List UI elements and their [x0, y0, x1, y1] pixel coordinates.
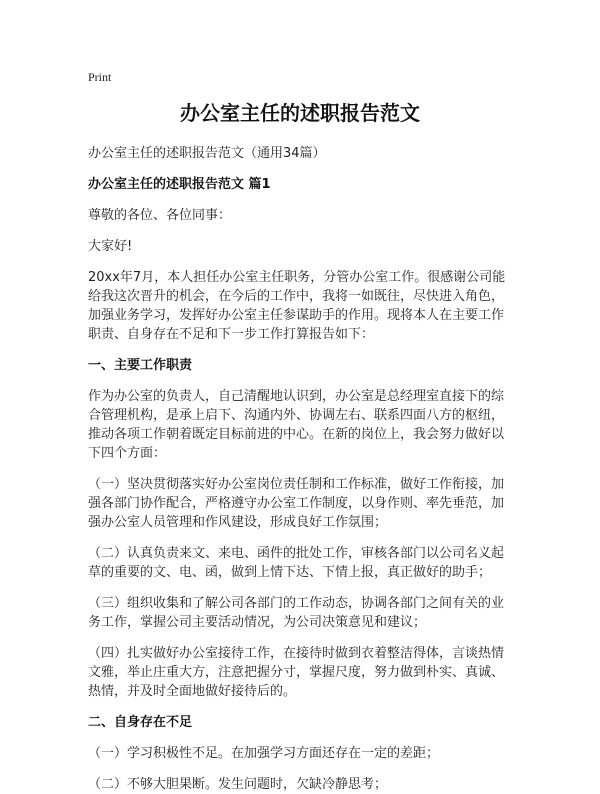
heading-main-duties: 一、主要工作职责 — [88, 358, 193, 373]
heading-shortcomings: 二、自身存在不足 — [88, 715, 193, 730]
document-subtitle: 办公室主任的述职报告范文（通用34篇） — [88, 146, 326, 161]
paragraph-duties-overview: 作为办公室的负责人，自己清醒地认识到，办公室是总经理室直接下的综合管理机构，是承上启下、沟通内外、协调左右、联系四面八方的枢纽，推动各项工作朝着既定目标前进的中心。在新的岗位上，我会努力做好以下四个方面： — [88, 389, 505, 461]
intro-paragraph: 20xx年7月，本人担任办公室主任职务，分管办公室工作。很感谢公司能给我这次晋升的机会，在今后的工作中，我将一如既往，尽快进入角色，加强业务学习，发挥好办公室主任参谋助手的作用。现将本人在主要工作职责、自身存在不足和下一步工作打算报告如下： — [88, 270, 506, 342]
paragraph-shortcoming-1: （一）学习积极性不足。在加强学习方面还存在一定的差距； — [88, 746, 440, 761]
hello-paragraph: 大家好! — [88, 239, 133, 254]
paragraph-duty-4: （四）扎实做好办公室接待工作，在接待时做到衣着整洁得体，言谈热情文雅，举止庄重大方，注意把握分寸，掌握尺度，努力做到朴实、真诚、热情，并及时全面地做好接待后的。 — [88, 646, 505, 699]
section-heading: 办公室主任的述职报告范文 篇1 — [88, 177, 271, 192]
greeting-paragraph: 尊敬的各位、各位同事： — [88, 208, 232, 223]
paragraph-duty-3: （三）组织收集和了解公司各部门的工作动态，协调各部门之间有关的业务工作，掌握公司主要活动情况，为公司决策意见和建议； — [88, 596, 505, 630]
print-label[interactable]: Print — [88, 70, 112, 84]
paragraph-duty-1: （一）坚决贯彻落实好办公室岗位责任制和工作标准，做好工作衔接，加强各部门协作配合，严格遵守办公室工作制度，以身作则、率先垂范，加强办公室人员管理和作风建设，形成良好工作氛围； — [88, 477, 505, 530]
paragraph-shortcoming-2: （二）不够大胆果断。发生问题时，欠缺冷静思考； — [88, 777, 388, 792]
page-title: 办公室主任的述职报告范文 — [180, 101, 420, 125]
paragraph-duty-2: （二）认真负责来文、来电、函件的批处工作，审核各部门以公司名义起草的重要的文、电、函，做到上情下达、下情上报，真正做好的助手； — [88, 546, 505, 580]
